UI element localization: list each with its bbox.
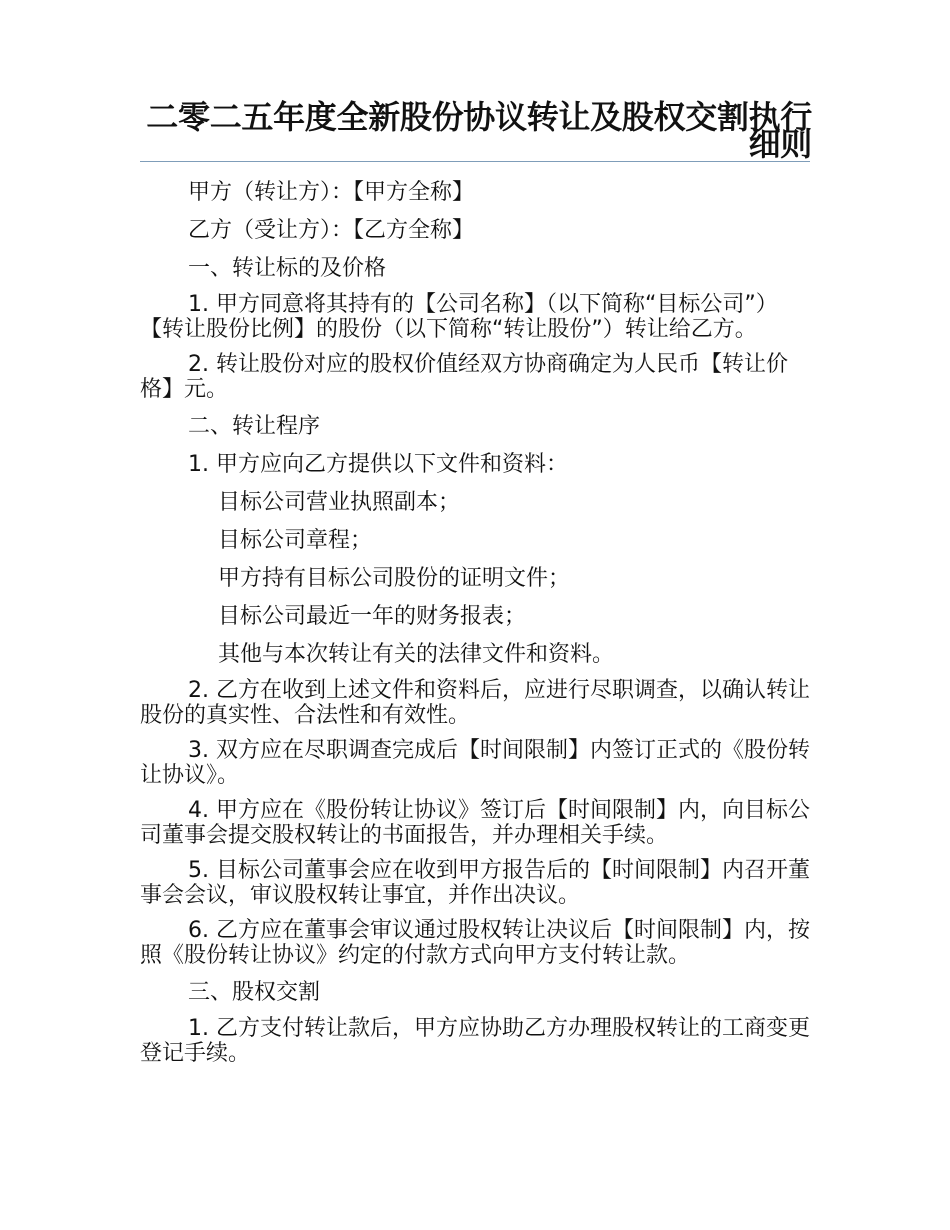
party-b-line: 乙方（受让方）：【乙方全称】 [188, 218, 475, 243]
section-heading-2: 二、转让程序 [188, 414, 321, 439]
document-list-item: 目标公司章程； [218, 528, 373, 553]
document-title: 二零二五年度全新股份协议转让及股权交割执行细则 [146, 98, 812, 163]
clause-2-3: 3. 双方应在尽职调查完成后【时间限制】内签订正式的《股份转让协议》。 [140, 738, 810, 788]
clause-1-1: 1. 甲方同意将其持有的【公司名称】（以下简称“目标公司”）【转让股份比例】的股份（以下简称“转让股份”）转让给乙方。 [140, 292, 778, 342]
clause-2-1: 1. 甲方应向乙方提供以下文件和资料： [188, 452, 568, 477]
clause-2-6: 6. 乙方应在董事会审议通过股权转让决议后【时间限制】内，按照《股份转让协议》约定的付款方式向甲方支付转让款。 [140, 918, 810, 968]
clause-3-1: 1. 乙方支付转让款后，甲方应协助乙方办理股权转让的工商变更登记手续。 [140, 1016, 810, 1066]
title-underline [140, 161, 810, 162]
document-list-item: 其他与本次转让有关的法律文件和资料。 [218, 642, 615, 667]
party-a-line: 甲方（转让方）：【甲方全称】 [188, 180, 475, 205]
document-list-item: 甲方持有目标公司股份的证明文件； [218, 566, 571, 591]
clause-2-4: 4. 甲方应在《股份转让协议》签订后【时间限制】内，向目标公司董事会提交股权转让的书面报告，并办理相关手续。 [140, 798, 810, 848]
clause-2-2: 2. 乙方在收到上述文件和资料后，应进行尽职调查，以确认转让股份的真实性、合法性和有效性。 [140, 678, 810, 728]
section-heading-3: 三、股权交割 [188, 980, 321, 1005]
document-list-item: 目标公司最近一年的财务报表； [218, 604, 527, 629]
section-heading-1: 一、转让标的及价格 [188, 256, 387, 281]
clause-2-5: 5. 目标公司董事会应在收到甲方报告后的【时间限制】内召开董事会会议，审议股权转让事宜，并作出决议。 [140, 858, 810, 908]
document-body [140, 178, 810, 1076]
clause-1-2: 2. 转让股份对应的股权价值经双方协商确定为人民币【转让价格】元。 [140, 352, 788, 402]
document-list-item: 目标公司营业执照副本； [218, 490, 461, 515]
